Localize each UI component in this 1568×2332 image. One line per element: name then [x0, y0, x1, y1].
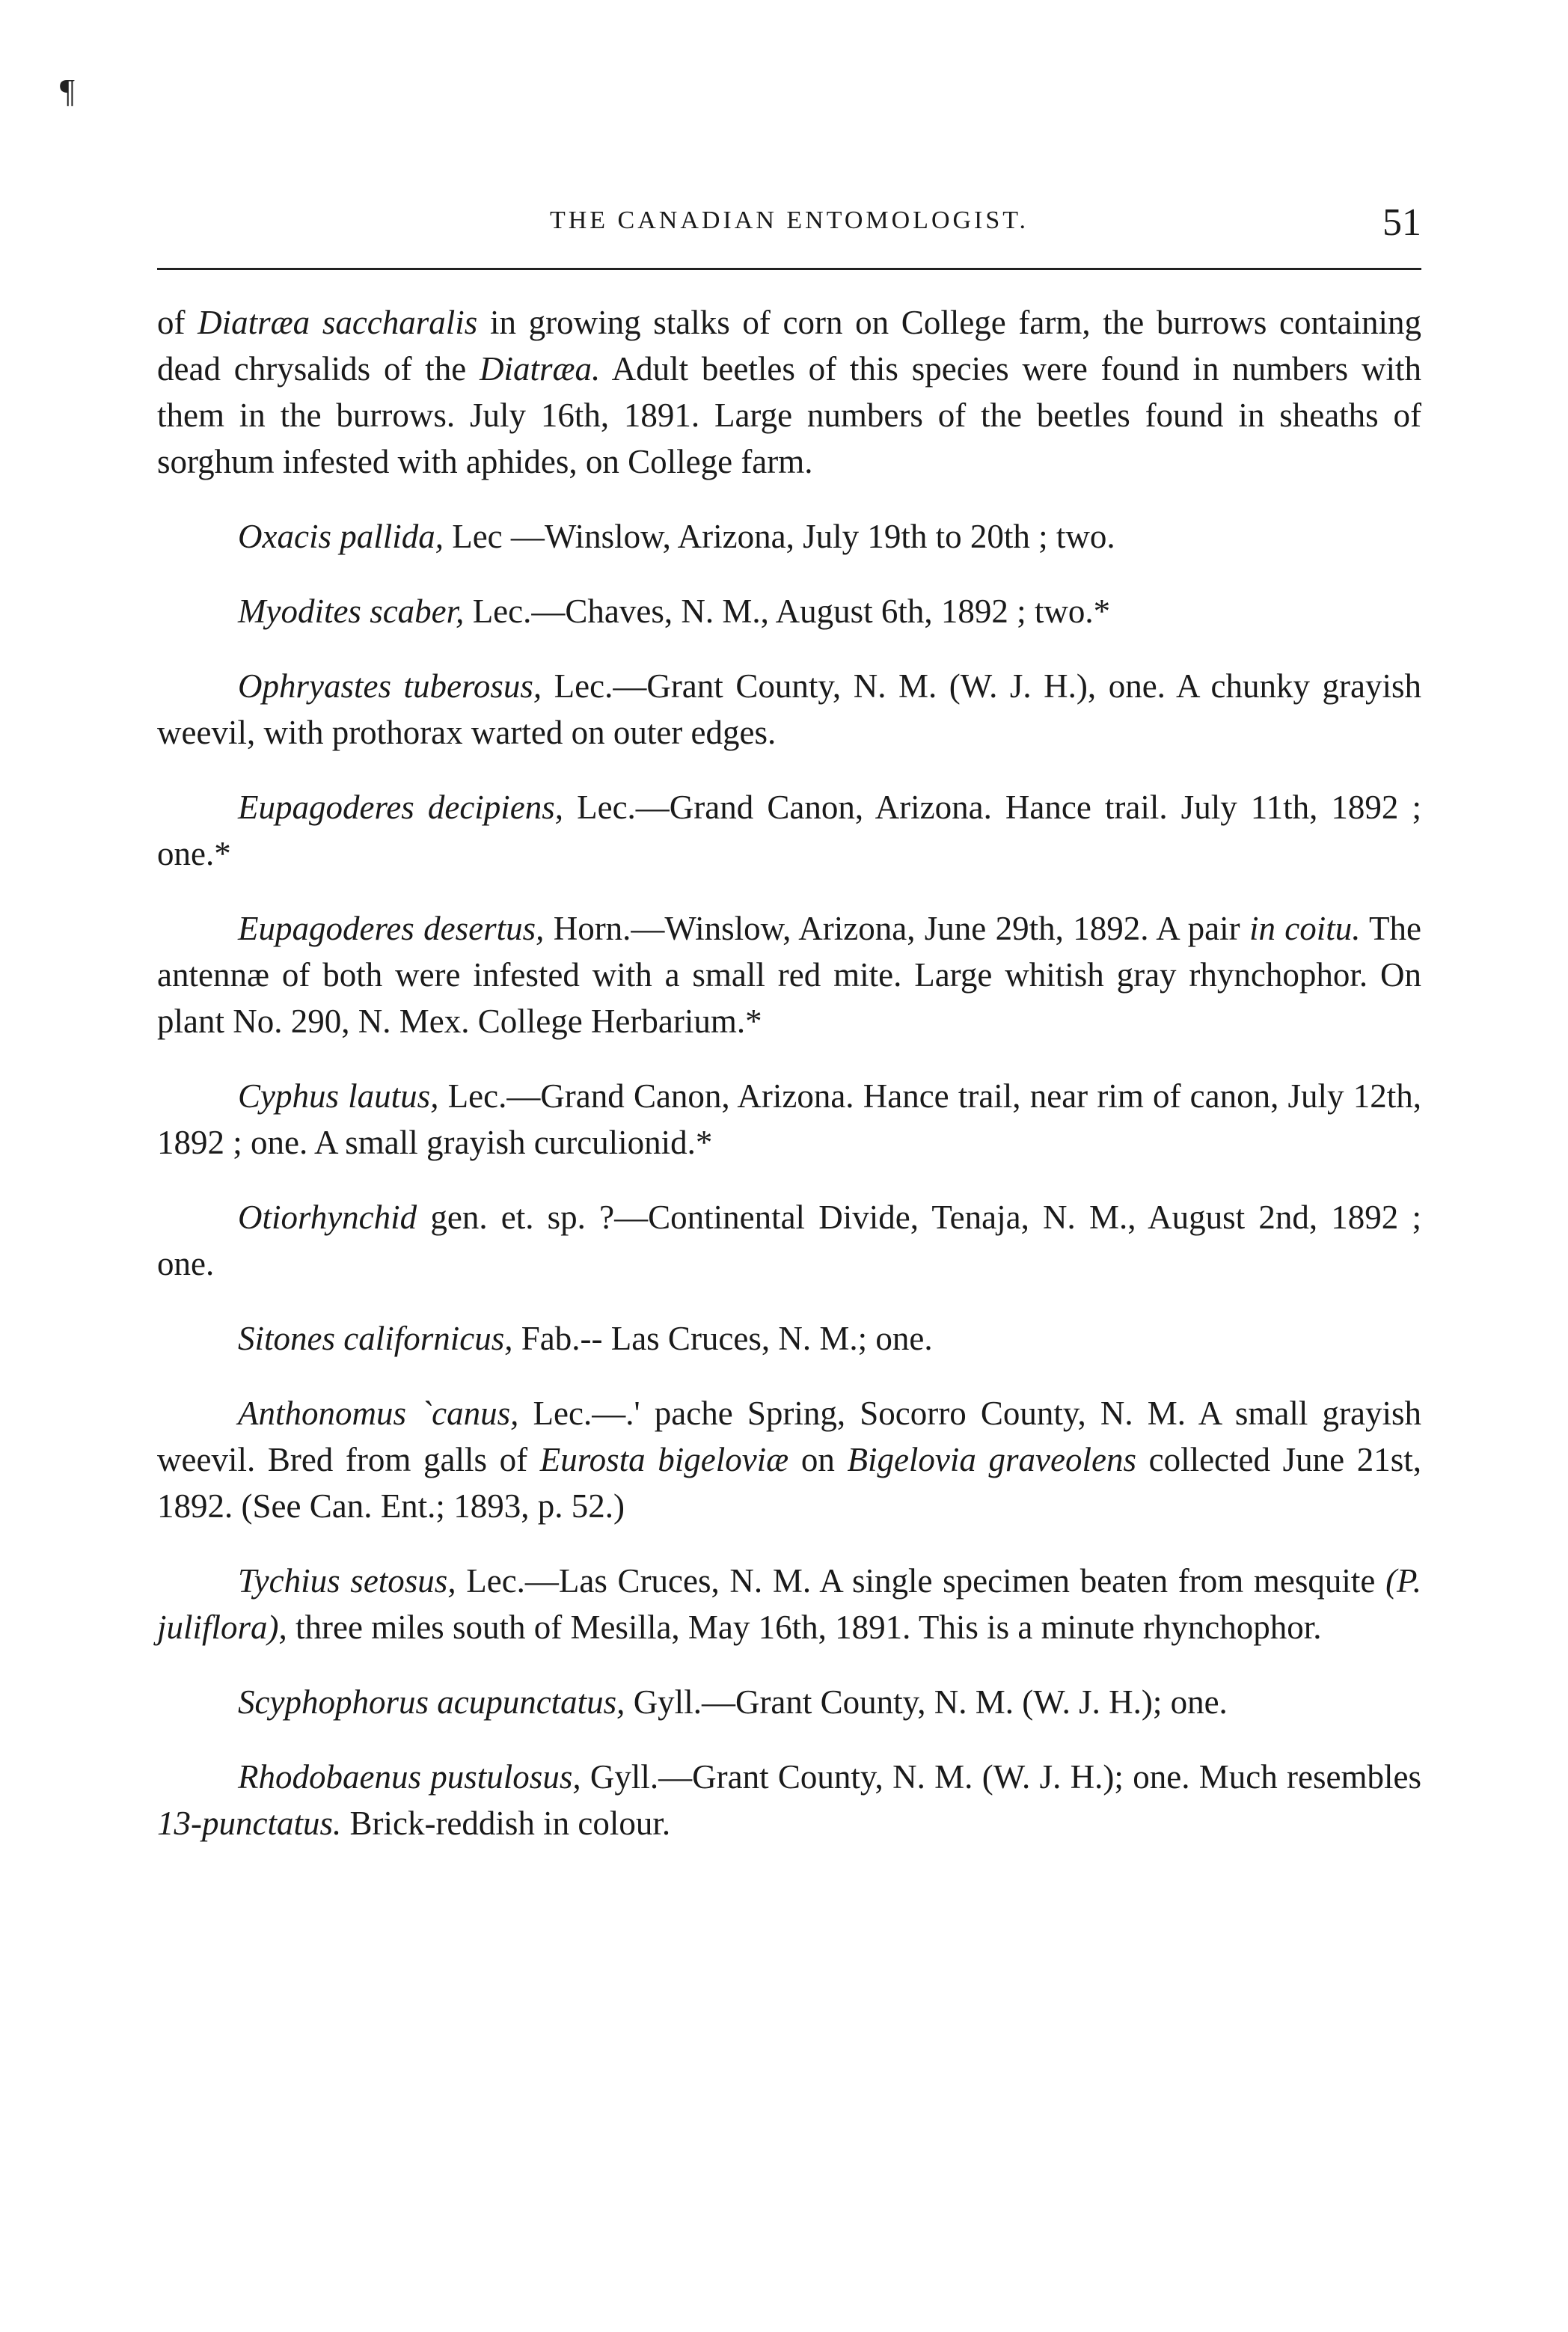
italic-run: 13-punctatus. — [157, 1805, 342, 1842]
text-run: Fab.-- Las Cruces, N. M.; one. — [512, 1320, 933, 1357]
text-run: Lec.—Las Cruces, N. M. A single specimen beaten from mesquite — [456, 1562, 1386, 1600]
paragraph — [157, 663, 1421, 756]
text-run: Adult beetles of this species were found in numbers with them in the burrows. July 16th, 1891. Large numbers of the beetles found in sheaths of sorghum infested with aphides, on College farm. — [157, 350, 1421, 480]
italic-run: Bigelovia graveolens — [847, 1441, 1136, 1478]
text-run: in growing stalks of corn on College farm, the burrows containing dead chrysalids of the — [157, 304, 1421, 388]
page-number: 51 — [1382, 201, 1421, 244]
italic-run: in coitu. — [1249, 910, 1361, 947]
italic-run: Eupagoderes decipiens, — [238, 789, 564, 826]
paragraph — [157, 1754, 1421, 1846]
paragraph — [157, 905, 1421, 1044]
italic-run: Eurosta bigeloviæ — [539, 1441, 789, 1478]
text-run: gen. et. sp. ?—Continental Divide, Tenaja, N. M., August 2nd, 1892 ; one. — [157, 1199, 1421, 1282]
italic-run: Tychius setosus, — [238, 1562, 456, 1600]
paragraph — [157, 1315, 1421, 1362]
italic-run: Oxacis pallida, — [238, 518, 444, 555]
italic-run: Anthonomus `canus, — [238, 1395, 519, 1432]
text-run: Lec —Winslow, Arizona, July 19th to 20th ; two. — [443, 518, 1115, 555]
italic-run: Scyphophorus acupunctatus, — [238, 1683, 625, 1721]
text-run: The antennæ of both were infested with a small red mite. Large whitish gray rhynchophor. On plant No. 290, N. Mex. College Herbarium.* — [157, 910, 1421, 1040]
italic-run: Ophryastes tuberosus, — [238, 667, 542, 705]
paragraph — [157, 299, 1421, 485]
running-title: THE CANADIAN ENTOMOLOGIST. — [549, 206, 1029, 234]
text-run: of — [157, 304, 198, 341]
text-run: on — [788, 1441, 848, 1478]
text-run: Gyll.—Grant County, N. M. (W. J. H.); one. Much resembles — [581, 1758, 1421, 1796]
text-run: Lec.—Grand Canon, Arizona. Hance trail, near rim of canon, July 12th, 1892 ; one. A small grayish curculionid.* — [157, 1077, 1421, 1161]
paragraph — [157, 1390, 1421, 1529]
paragraph — [157, 1073, 1421, 1166]
text-run: Lec.—.' pache Spring, Socorro County, N. M. A small grayish weevil. Bred from galls of — [157, 1395, 1421, 1478]
paragraph — [157, 1194, 1421, 1287]
paragraph — [157, 1558, 1421, 1650]
italic-run: Diatræa. — [480, 350, 601, 388]
text-run: Gyll.—Grant County, N. M. (W. J. H.); one. — [625, 1683, 1228, 1721]
margin-mark: ¶ — [60, 73, 75, 109]
text-run: Brick-reddish in colour. — [341, 1805, 671, 1842]
italic-run: Cyphus lautus, — [238, 1077, 439, 1115]
body-text — [157, 299, 1421, 1875]
page-header — [157, 201, 1421, 253]
text-run: Horn.—Winslow, Arizona, June 29th, 1892. A pair — [544, 910, 1249, 947]
paragraph — [157, 513, 1421, 560]
italic-run: Sitones californicus, — [238, 1320, 513, 1357]
text-run: Lec.—Chaves, N. M., August 6th, 1892 ; two.* — [464, 593, 1111, 630]
italic-run: Eupagoderes desertus, — [238, 910, 545, 947]
italic-run: Rhodobaenus pustulosus, — [238, 1758, 581, 1796]
text-run: collected June 21st, 1892. (See Can. Ent.; 1893, p. 52.) — [157, 1441, 1421, 1525]
paragraph — [157, 1679, 1421, 1725]
italic-run: Otiorhynchid — [238, 1199, 417, 1236]
text-run: Lec.—Grant County, N. M. (W. J. H.), one. A chunky grayish weevil, with prothorax warted on outer edges. — [157, 667, 1421, 751]
paragraph — [157, 784, 1421, 877]
text-run: Lec.—Grand Canon, Arizona. Hance trail. July 11th, 1892 ; one.* — [157, 789, 1421, 872]
text-run: three miles south of Mesilla, May 16th, 1891. This is a minute rhynchophor. — [287, 1609, 1322, 1646]
italic-run: Myodites scaber, — [238, 593, 465, 630]
italic-run: (P. juliflora), — [157, 1562, 1421, 1646]
header-rule — [157, 268, 1421, 270]
paragraph — [157, 588, 1421, 634]
italic-run: Diatræa saccharalis — [197, 304, 478, 341]
